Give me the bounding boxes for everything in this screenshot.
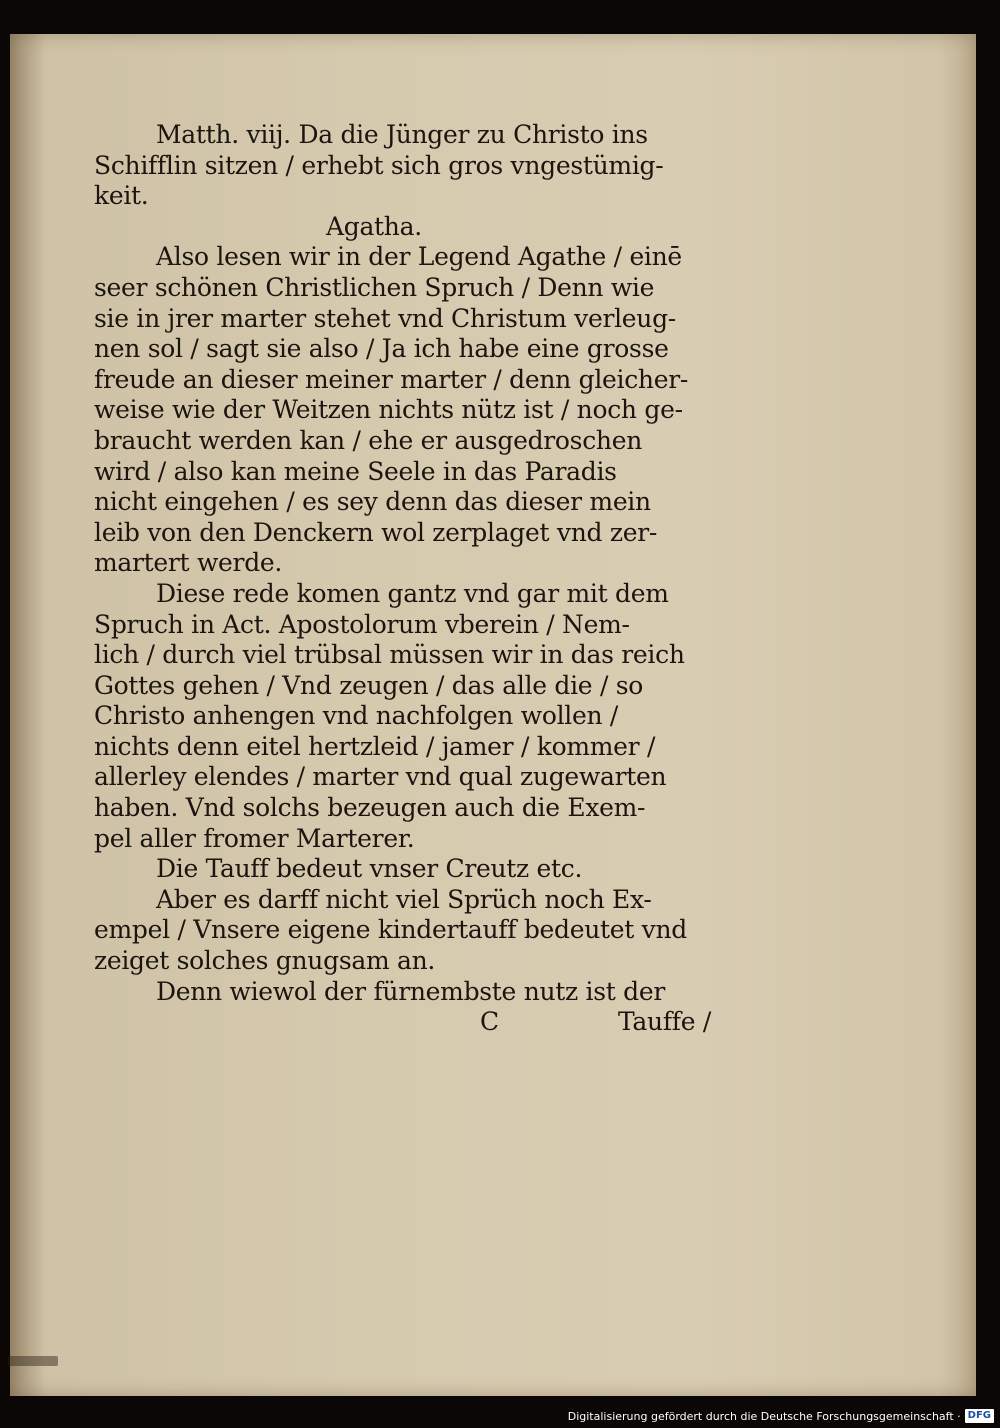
text-line-11: braucht werden kan / ehe er ausgedroschen [94,425,643,455]
dfg-logo[interactable]: DFG [965,1409,994,1423]
text-line-6: seer schönen Christlichen Spruch / Denn wie [94,272,655,302]
text-line-12: wird / also kan meine Seele in das Paradis [94,456,617,486]
text-line-21: nichts denn eitel hertzleid / jamer / kommer / [94,731,656,761]
text-line-20: Christo anhengen vnd nachfolgen wollen / [94,701,619,731]
text-line-23: haben. Vnd solchs bezeugen auch die Exem- [94,793,646,823]
text-line-2: Schifflin sitzen / erhebt sich gros vngestümig- [94,150,664,180]
text-line-5: Also lesen wir in der Legend Agathe / einē [156,242,682,272]
text-line-14: leib von den Denckern wol zerplaget vnd zer- [94,517,658,547]
text-line-9: freude an dieser meiner marter / denn gleicher- [94,364,689,394]
page-text-block [94,120,744,1038]
section-heading-agatha: Agatha. [326,211,422,241]
text-line-18: lich / durch viel trübsal müssen wir in das reich [94,640,685,670]
digitization-credit-bar [0,1404,1000,1428]
text-line-1: Matth. viij. Da die Jünger zu Christo ins [156,120,648,149]
text-line-28: zeiget solches gnugsam an. [94,946,436,976]
corner-smudge [8,1356,58,1366]
text-line-24: pel aller fromer Marterer. [94,823,415,853]
text-line-29: Denn wiewol der fürnembste nutz ist der [156,976,666,1006]
page-footer-line [94,1007,744,1038]
text-line-26: Aber es darff nicht viel Sprüch noch Ex- [156,884,652,914]
text-line-27: empel / Vnsere eigene kindertauff bedeutet vnd [94,915,687,945]
signature-mark: C [480,1007,499,1037]
text-line-8: nen sol / sagt sie also / Ja ich habe eine grosse [94,334,669,364]
page-gutter-shadow [10,34,44,1396]
dfg-credit-text: Digitalisierung gefördert durch die Deutsche Forschungsgemeinschaft · [567,1409,961,1423]
text-line-25: Die Tauff bedeut vnser Creutz etc. [156,854,583,884]
text-line-19: Gottes gehen / Vnd zeugen / das alle die / so [94,670,644,700]
catchword: Tauffe / [618,1007,712,1037]
text-line-16: Diese rede komen gantz vnd gar mit dem [156,578,669,608]
text-line-22: allerley elendes / marter vnd qual zugewarten [94,762,667,792]
text-line-17: Spruch in Act. Apostolorum vberein / Nem- [94,609,630,639]
text-line-15: martert werde. [94,548,283,578]
text-line-10: weise wie der Weitzen nichts nütz ist / noch ge- [94,395,683,425]
text-line-3: keit. [94,181,149,211]
text-line-7: sie in jrer marter stehet vnd Christum verleug- [94,303,676,333]
text-line-13: nicht eingehen / es sey denn das dieser mein [94,487,651,517]
